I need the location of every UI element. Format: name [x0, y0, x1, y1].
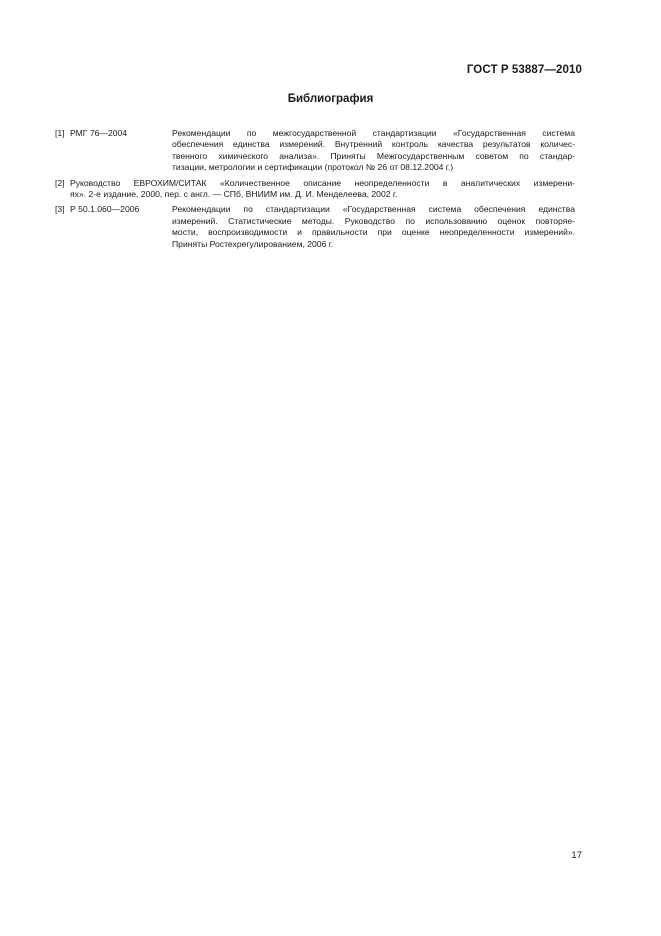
bibliography-item-1 [55, 128, 575, 174]
reference-number: [1] [55, 128, 65, 138]
reference-code: Р 50.1.060—2006 [70, 204, 140, 215]
document-code: ГОСТ Р 53887—2010 [466, 64, 582, 76]
bibliography-item-2 [55, 178, 575, 201]
reference-text [172, 204, 575, 250]
reference-text-line: измерений. Статистические методы. Руководство по использованию оценок повторяе- [172, 215, 575, 226]
reference-text [172, 128, 575, 174]
reference-code: РМГ 76—2004 [70, 128, 128, 138]
bibliography-list [55, 128, 575, 254]
reference-text-line: ях». 2-е издание, 2000, пер. с англ. — СПб, ВНИИМ им. Д. И. Менделеева, 2002 г. [70, 189, 398, 200]
reference-text-line: твенного химического анализа». Приняты Межгосударственным советом по стандар- [172, 150, 575, 161]
reference-text-line: Руководство ЕВРОХИМ/СИТАК «Количественное описание неопределенности в аналитических измерени- [70, 177, 575, 188]
reference-text-line: Рекомендации по стандартизации «Государственная система обеспечения единства [172, 204, 575, 215]
section-title: Библиография [287, 93, 374, 105]
reference-number: [3] [55, 204, 65, 215]
page-number: 17 [571, 850, 582, 861]
reference-text [70, 178, 575, 201]
reference-text-line: Приняты Ростехрегулированием, 2006 г. [172, 238, 334, 249]
bibliography-item-3 [55, 204, 575, 250]
reference-text-line: обеспечения единства измерений. Внутренний контроль качества результатов количес- [172, 139, 575, 150]
reference-text-line: тизации, метрологии и сертификации (протокол № 26 от 08.12.2004 г.) [172, 162, 454, 173]
reference-text-line: мости, воспроизводимости и правильности при оценке неопределенности измерений». [172, 227, 575, 238]
reference-number: [2] [55, 177, 65, 188]
reference-text-line: Рекомендации по межгосударственной стандартизации «Государственная система [172, 128, 575, 138]
